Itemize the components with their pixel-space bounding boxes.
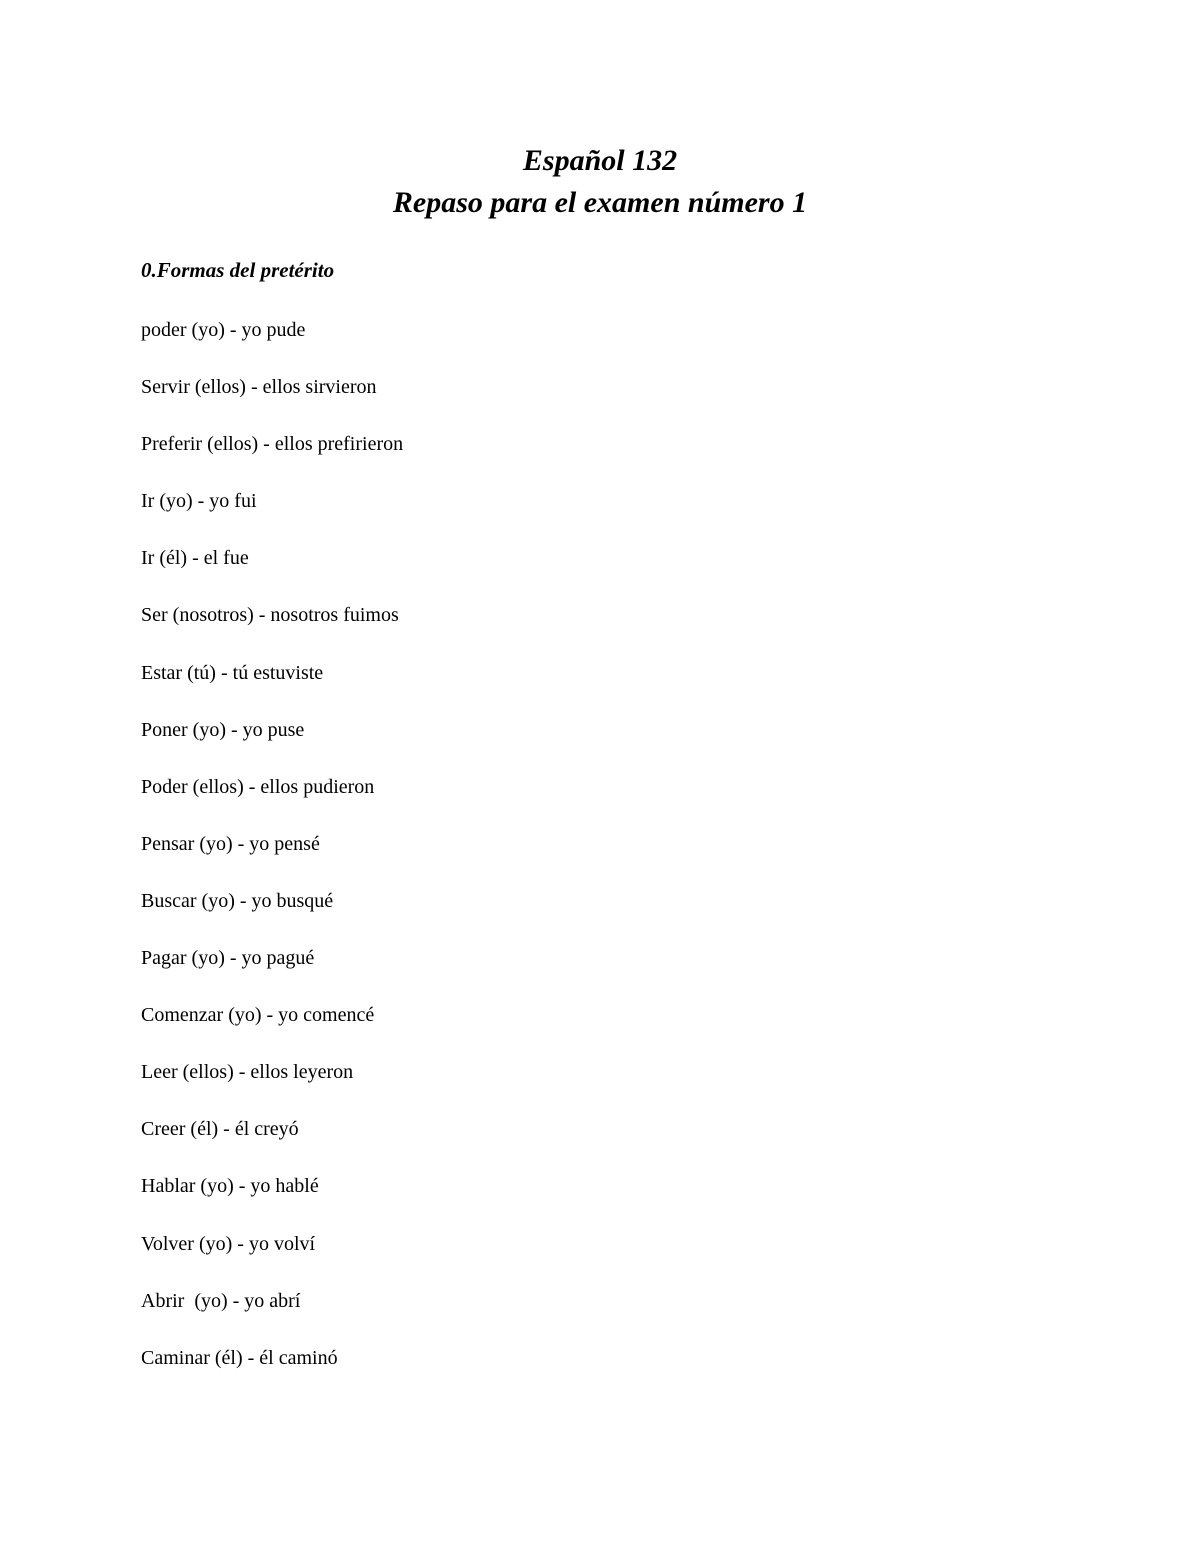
- title-block: [0, 140, 1200, 224]
- verb-list: [141, 316, 403, 1401]
- verb-entry: Servir (ellos) - ellos sirvieron: [141, 376, 377, 399]
- document-subtitle: Repaso para el examen número 1: [392, 186, 808, 219]
- verb-entry: Hablar (yo) - yo hablé: [141, 1175, 319, 1198]
- verb-entry: Ir (él) - el fue: [141, 547, 249, 570]
- verb-entry: Pagar (yo) - yo pagué: [141, 947, 315, 970]
- verb-entry: Creer (él) - él creyó: [141, 1118, 299, 1141]
- verb-entry: Preferir (ellos) - ellos prefirieron: [141, 433, 404, 456]
- verb-entry: Caminar (él) - él caminó: [141, 1346, 338, 1369]
- section-heading: 0.Formas del pretérito: [141, 258, 335, 282]
- verb-entry: Abrir (yo) - yo abrí: [141, 1289, 301, 1312]
- verb-entry: Comenzar (yo) - yo comencé: [141, 1004, 375, 1027]
- verb-entry: Leer (ellos) - ellos leyeron: [141, 1061, 354, 1084]
- verb-entry: Poner (yo) - yo puse: [141, 718, 305, 741]
- verb-entry: Buscar (yo) - yo busqué: [141, 889, 334, 912]
- verb-entry: Ir (yo) - yo fui: [141, 490, 257, 513]
- verb-entry: Ser (nosotros) - nosotros fuimos: [141, 604, 399, 627]
- verb-entry: Poder (ellos) - ellos pudieron: [141, 775, 375, 798]
- verb-entry: Pensar (yo) - yo pensé: [141, 832, 320, 855]
- document-title: Español 132: [522, 144, 678, 177]
- verb-entry: Estar (tú) - tú estuviste: [141, 661, 324, 684]
- verb-entry: Volver (yo) - yo volví: [141, 1232, 316, 1255]
- verb-entry: poder (yo) - yo pude: [141, 319, 306, 341]
